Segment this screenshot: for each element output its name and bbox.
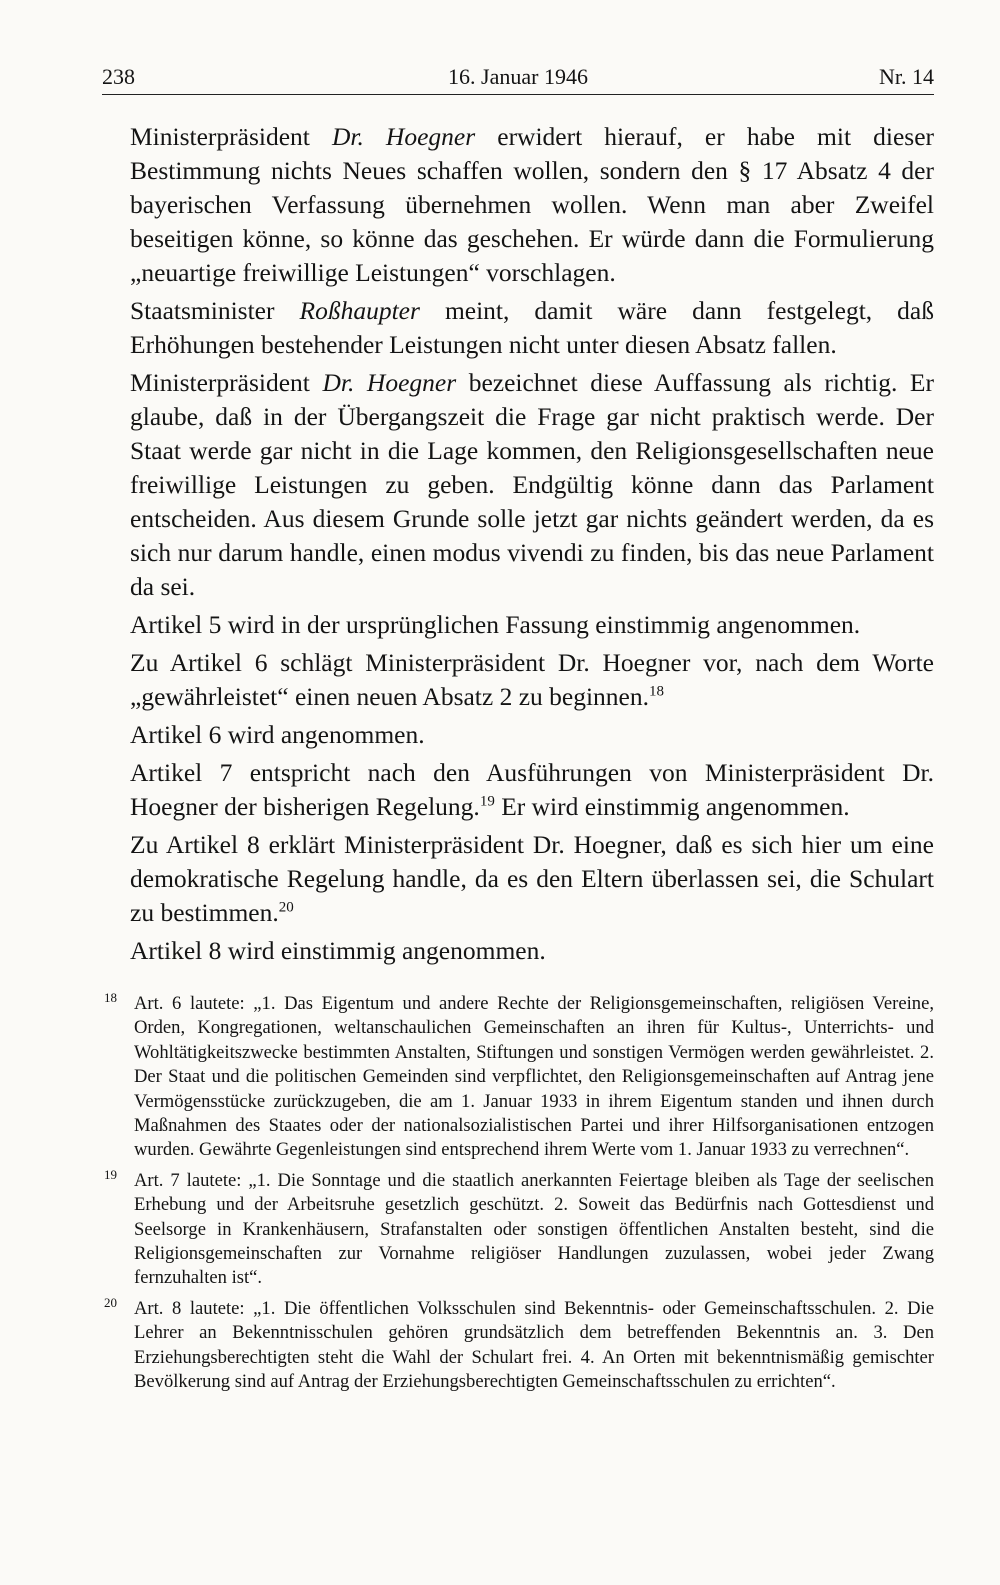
- paragraph-text: Artikel 5 wird in der ursprünglichen Fassung einstimmig angenommen.: [130, 610, 861, 639]
- body-paragraph: [130, 608, 934, 642]
- footnote-number: 18: [104, 990, 117, 1005]
- footnote-reference: 19: [479, 793, 495, 810]
- body-paragraph: [130, 294, 934, 362]
- footnote: [104, 1294, 934, 1395]
- paragraph-text: Zu Artikel 8 erklärt Ministerpräsident Dr. Hoegner, daß es sich hier um eine demokratische Regelung handle, da es den Eltern überlassen sei, die Schulart zu bestimmen.: [130, 830, 934, 927]
- paragraph-text: Ministerpräsident: [130, 368, 323, 397]
- footnotes-section: [104, 992, 934, 1401]
- footnote-number: 20: [104, 1294, 117, 1310]
- footnote-text: Art. 7 lautete: „1. Die Sonntage und die staatlich anerkannten Feiertage bleiben als Tage der seelischen Erhebung und der Arbeitsruhe gesetzlich geschützt. 2. Soweit das Bedürfnis nach Gottesdienst und Seelsorge in Krankenhäusern, Strafanstalten oder sonstigen öffentlichen Anstalten besteht, sind die Religionsgemeinschaften zur Vornahme religiöser Handlungen zuzulassen, wobei jeder Zwang fernzuhalten ist“.: [134, 1169, 934, 1289]
- header-date: 16. Januar 1946: [448, 64, 588, 89]
- paragraph-text: Artikel 7 entspricht nach den Ausführungen von Ministerpräsident Dr. Hoegner der bisherigen Regelung.: [130, 758, 934, 821]
- body-paragraph: [130, 934, 934, 968]
- footnote-number: 19: [104, 1166, 117, 1182]
- issue-number: Nr. 14: [879, 64, 934, 89]
- footnote-text: Art. 8 lautete: „1. Die öffentlichen Volksschulen sind Bekenntnis- oder Gemeinschaftsschulen. 2. Die Lehrer an Bekenntnisschulen gehören grundsätzlich dem betreffenden Bekenntnis an. 3. Den Erziehungsberechtigten steht die Wahl der Schulart frei. 4. An Orten mit bekenntnismäßig gemischter Bevölkerung sind auf Antrag der Erziehungsberechtigten Gemeinschaftsschulen zu errichten“.: [134, 1297, 934, 1393]
- body-paragraph: [130, 646, 934, 714]
- paragraph-text: bezeichnet diese Auffassung als richtig. Er glaube, daß in der Übergangszeit die Frage gar nicht praktisch werde. Der Staat werde gar nicht in die Lage kommen, den Religionsgesellschaften neue freiwillige Leistungen zu geben. Endgültig könne dann das Parlament entscheiden. Aus diesem Grunde solle jetzt gar nichts geändert werden, da es sich nur darum handle, einen modus vivendi zu finden, bis das neue Parlament da sei.: [130, 368, 934, 601]
- paragraph-text: Ministerpräsident: [130, 122, 332, 151]
- running-header: [102, 62, 934, 95]
- speaker-name: Dr. Hoegner: [331, 122, 476, 151]
- paragraph-text: erwidert hierauf, er habe mit dieser Bestimmung nichts Neues schaffen wollen, sondern den § 17 Absatz 4 der bayerischen Verfassung übernehmen wollen. Wenn man aber Zweifel beseitigen könne, so könne das geschehen. Er würde dann die Formulierung „neuartige freiwillige Leistungen“ vorschlagen.: [130, 122, 934, 287]
- footnote-reference: 18: [649, 683, 665, 700]
- page-number: 238: [102, 64, 135, 89]
- footnote: [104, 1166, 934, 1291]
- footnote: [104, 992, 934, 1163]
- paragraph-text: Zu Artikel 6 schlägt Ministerpräsident Dr. Hoegner vor, nach dem Worte „gewährleistet“ einen neuen Absatz 2 zu beginnen.: [130, 648, 934, 711]
- main-text: [130, 120, 934, 972]
- paragraph-text: Artikel 6 wird angenommen.: [130, 720, 425, 749]
- footnote-text: Art. 6 lautete: „1. Das Eigentum und andere Rechte der Religionsgemeinschaften, religiösen Vereine, Orden, Kongregationen, weltanschaulichen Gemeinschaften an ihren für Kultus-, Unterrichts- und Wohltätigkeitszwecke bestimmten Anstalten, Stiftungen und sonstigen Vermögen werden gewährleistet. 2. Der Staat und die politischen Gemeinden sind verpflichtet, den Religionsgemeinschaften auf Antrag jene Vermögensstücke zurückzugeben, die am 1. Januar 1933 in ihrem Eigentum standen und ihnen durch Maßnahmen des Staates oder der nationalsozialistischen Partei und ihrer Hilfsorganisationen entzogen wurden. Gewährte Gegenleistungen sind entsprechend ihrem Werte vom 1. Januar 1933 zu verrechnen“.: [134, 993, 934, 1161]
- paragraph-text: meint, damit wäre dann festgelegt, daß Erhöhungen bestehender Leistungen nicht unter diesen Absatz fallen.: [130, 296, 935, 359]
- speaker-name: Dr. Hoegner: [322, 368, 457, 397]
- paragraph-text: Artikel 8 wird einstimmig angenommen.: [130, 936, 546, 965]
- paragraph-text: Staatsminister: [130, 296, 300, 325]
- body-paragraph: [130, 756, 934, 824]
- paragraph-text: Er wird einstimmig angenommen.: [494, 792, 850, 821]
- body-paragraph: [130, 828, 934, 930]
- body-paragraph: [130, 366, 934, 604]
- speaker-name: Roßhaupter: [299, 296, 420, 325]
- footnote-reference: 20: [278, 899, 294, 916]
- body-paragraph: [130, 718, 934, 752]
- body-paragraph: [130, 120, 934, 290]
